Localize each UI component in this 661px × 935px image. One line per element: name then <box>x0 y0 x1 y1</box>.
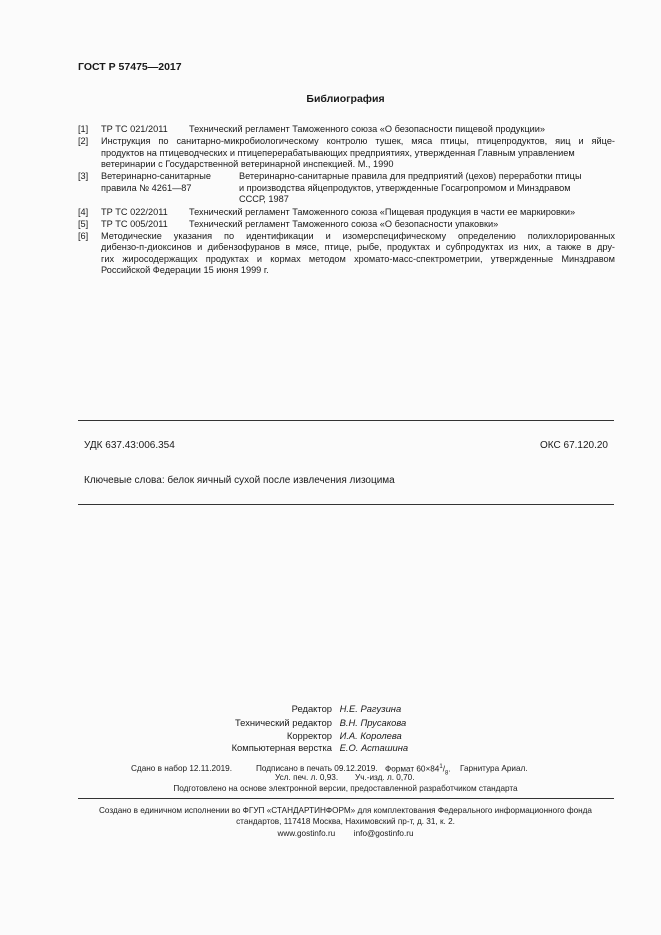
bottom-rule <box>78 504 614 505</box>
print-sheets: Усл. печ. л. 0,93. <box>275 773 339 782</box>
bib-num-6: [6] <box>78 230 89 241</box>
bib-text-6-line1: Методические указания по идентификации и изомерспецифическому определению полихлорированных <box>101 230 615 241</box>
editor-name: Н.Е. Рагузина <box>339 703 402 714</box>
bib-text-3-line3: СССР, 1987 <box>239 194 289 204</box>
tech-editor-label: Технический редактор <box>234 717 332 728</box>
format-frac-num: 1 <box>439 764 443 770</box>
format-text: Формат 60×84 <box>385 764 440 774</box>
corrector-name: И.А. Королева <box>339 730 402 741</box>
signed-date: Подписано в печать 09.12.2019. <box>256 764 378 773</box>
bib-ref-1: ТР ТС 021/2011 <box>101 124 168 134</box>
bib-ref-3b: правила № 4261—87 <box>101 182 192 193</box>
bib-text-4: Технический регламент Таможенного союза «Пищевая продукция в части ее маркировки» <box>189 206 576 217</box>
bib-num-5: [5] <box>78 218 89 229</box>
email-link[interactable]: info@gostinfo.ru <box>353 829 414 838</box>
imprint-editor <box>200 703 650 714</box>
bib-text-6-line2: дибензо-п-диоксинов и дибензофуранов в мясе, птице, рыбе, продуктах и субпродуктах из них, а также в дру- <box>101 242 615 252</box>
typeface: Гарнитура Ариал. <box>460 764 528 773</box>
created-line1: Создано в единичном исполнении во ФГУП «СТАНДАРТИНФОРМ» для комплектования Федерального информационного фонда <box>99 806 592 815</box>
bib-ref-3a: Ветеринарно-санитарные <box>101 171 211 181</box>
bib-text-1: Технический регламент Таможенного союза «О безопасности пищевой продукции» <box>189 124 546 134</box>
imprint-corrector <box>200 730 650 741</box>
document-id: ГОСТ Р 57475—2017 <box>78 61 182 73</box>
bib-text-3-line1: Ветеринарно-санитарные правила для предприятий (цехов) переработки птицы <box>239 171 582 181</box>
top-rule <box>78 420 614 421</box>
layout-label: Компьютерная верстка <box>231 742 332 753</box>
bibliography-title: Библиография <box>306 93 385 105</box>
sent-date: Сдано в набор 12.11.2019. <box>131 764 233 773</box>
created-line2: стандартов, 117418 Москва, Нахимовский пр-т, д. 31, к. 2. <box>236 817 455 826</box>
format-frac-den: 8 <box>444 770 449 777</box>
udk-code: УДК 637.43:006.354 <box>84 440 175 451</box>
bib-text-2-line1: Инструкция по санитарно-микробиологическому контролю тушек, мяса птицы, птицепродуктов, яиц и яйце- <box>101 136 615 146</box>
corrector-label: Корректор <box>286 730 332 741</box>
bib-text-6-line3: гих жиросодержащих продуктах и кормах методом хромато-масс-спектрометрии, утвержденные Минздравом <box>101 253 615 264</box>
bib-num-1: [1] <box>78 124 89 134</box>
bib-text-2-line2: продуктов на птицеводческих и птицеперерабатывающих предприятиях, утвержденная Главным управлением <box>101 147 575 158</box>
bib-num-3: [3] <box>78 171 89 181</box>
imprint-layout <box>200 742 650 753</box>
prepared-note: Подготовлено на основе электронной версии, предоставленной разработчиком стандарта <box>173 784 518 793</box>
bib-text-6-line4: Российской Федерации 15 июня 1999 г. <box>101 265 269 275</box>
layout-name: Е.О. Асташина <box>339 742 409 753</box>
editor-label: Редактор <box>291 703 332 714</box>
keywords: Ключевые слова: белок яичный сухой после извлечения лизоцима <box>84 475 395 486</box>
bib-text-3-line2: и производства яйцепродуктов, утвержденные Госагропромом и Минздравом <box>239 182 571 193</box>
website-link[interactable]: www.gostinfo.ru <box>277 829 336 838</box>
oks-code: ОКС 67.120.20 <box>540 440 608 451</box>
bib-ref-5: ТР ТС 005/2011 <box>101 218 168 229</box>
bib-num-2: [2] <box>78 136 89 146</box>
paper-format: Формат $60\times 84^1/_8$. <box>385 764 451 777</box>
bib-num-4: [4] <box>78 206 89 217</box>
imprint-tech-editor <box>200 717 650 728</box>
bib-ref-4: ТР ТС 022/2011 <box>101 206 168 217</box>
bib-text-5: Технический регламент Таможенного союза «О безопасности упаковки» <box>189 218 499 229</box>
pub-sheets: Уч.-изд. л. 0,70. <box>355 773 415 782</box>
contacts <box>0 829 661 838</box>
imprint-rule <box>78 798 614 799</box>
tech-editor-name: В.Н. Прусакова <box>339 717 407 728</box>
bib-text-2-line3: ветеринарии с Государственной ветеринарной инспекцией. М., 1990 <box>101 159 394 169</box>
